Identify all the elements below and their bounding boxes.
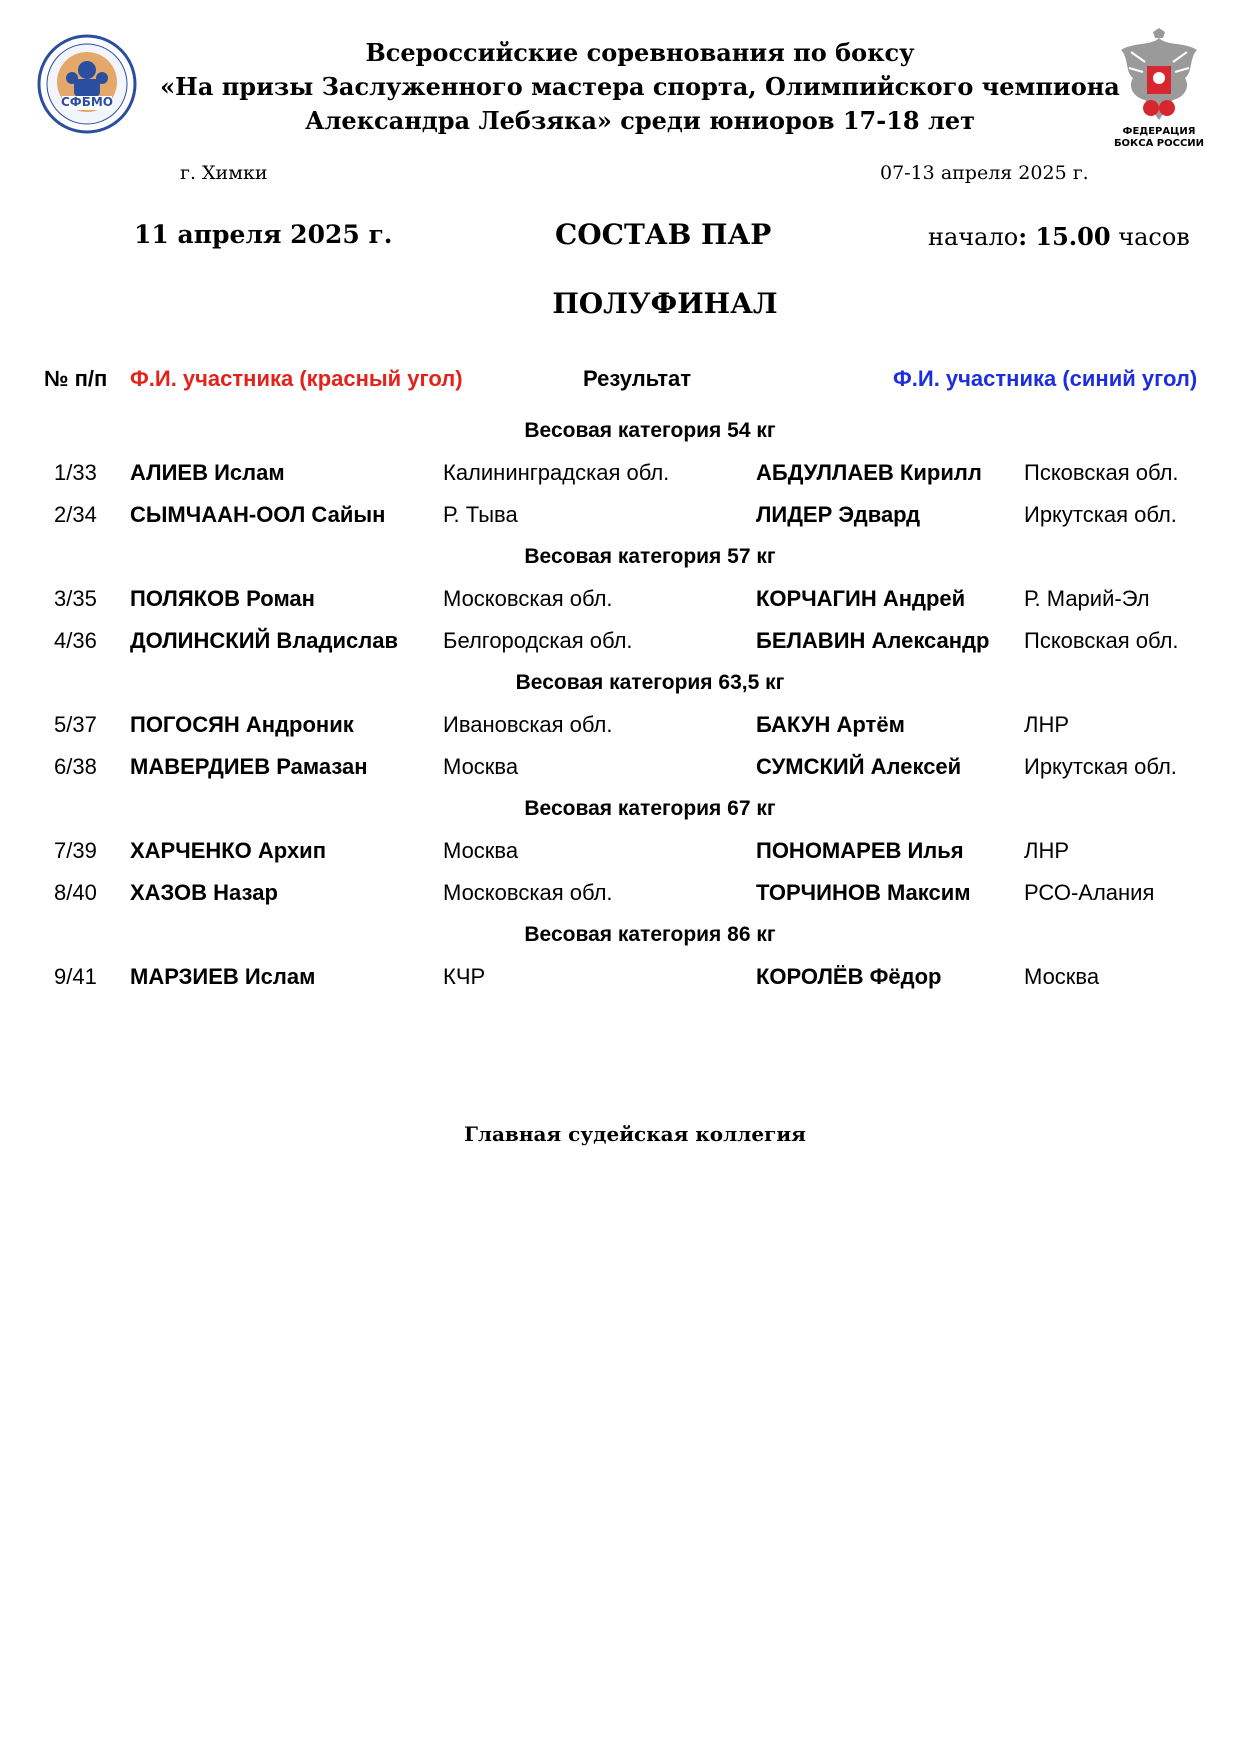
- red-region: Калининградская обл.: [443, 460, 670, 485]
- document-heading: СОСТАВ ПАР: [555, 218, 772, 251]
- column-header-red-corner: Ф.И. участника (красный угол): [130, 366, 463, 391]
- title-line-2: «На призы Заслуженного мастера спорта, Олимпийского чемпиона: [160, 72, 1120, 101]
- blue-region: Москва: [1024, 964, 1100, 989]
- weight-category: Весовая категория 86 кг: [524, 923, 776, 946]
- bout-number: 4/36: [54, 628, 97, 653]
- blue-region: Иркутская обл.: [1024, 754, 1177, 779]
- blue-region: ЛНР: [1024, 838, 1069, 863]
- blue-boxer: БАКУН Артём: [756, 712, 905, 737]
- red-boxer: СЫМЧААН-ООЛ Сайын: [130, 502, 386, 527]
- federation-text-1: ФЕДЕРАЦИЯ: [1122, 126, 1196, 137]
- blue-region: РСО-Алания: [1024, 880, 1155, 905]
- round-title: ПОЛУФИНАЛ: [552, 287, 778, 320]
- red-boxer: ПОГОСЯН Андроник: [130, 712, 354, 737]
- red-region: Москва: [443, 838, 519, 863]
- weight-category: Весовая категория 57 кг: [524, 545, 776, 568]
- bout-number: 9/41: [54, 964, 97, 989]
- session-date: 11 апреля 2025 г.: [134, 220, 393, 249]
- column-header-number: № п/п: [44, 366, 108, 391]
- bout-row: [0, 956, 1240, 998]
- bout-number: 3/35: [54, 586, 97, 611]
- bout-row: [0, 578, 1240, 620]
- blue-boxer: БЕЛАВИН Александр: [756, 628, 990, 653]
- column-header-blue-corner: Ф.И. участника (синий угол): [893, 366, 1198, 391]
- competition-dates: 07-13 апреля 2025 г.: [880, 162, 1089, 184]
- bout-row: [0, 746, 1240, 788]
- blue-boxer: ПОНОМАРЕВ Илья: [756, 838, 964, 863]
- column-header-result: Результат: [583, 366, 692, 391]
- competition-title: [150, 36, 1130, 138]
- blue-region: ЛНР: [1024, 712, 1069, 737]
- blue-boxer: АБДУЛЛАЕВ Кирилл: [756, 460, 982, 485]
- chief-judges-panel: Главная судейская коллегия: [464, 1122, 806, 1146]
- red-region: Р. Тыва: [443, 502, 518, 527]
- blue-region: Псковская обл.: [1024, 628, 1179, 653]
- city: г. Химки: [180, 162, 268, 184]
- red-boxer: ДОЛИНСКИЙ Владислав: [130, 628, 398, 653]
- blue-boxer: КОРЧАГИН Андрей: [756, 586, 966, 611]
- red-boxer: ХАРЧЕНКО Архип: [130, 838, 326, 863]
- title-line-1: Всероссийские соревнования по боксу: [365, 38, 915, 67]
- bout-number: 1/33: [54, 460, 97, 485]
- start-time: [928, 222, 1190, 251]
- bout-row: [0, 494, 1240, 536]
- bout-row: [0, 704, 1240, 746]
- red-boxer: ПОЛЯКОВ Роман: [130, 586, 315, 611]
- bout-number: 5/37: [54, 712, 97, 737]
- bout-number: 8/40: [54, 880, 97, 905]
- weight-category: Весовая категория 63,5 кг: [515, 671, 785, 694]
- federation-text-2: БОКСА РОССИИ: [1113, 138, 1205, 149]
- red-region: Ивановская обл.: [443, 712, 613, 737]
- bout-row: [0, 452, 1240, 494]
- blue-region: Иркутская обл.: [1024, 502, 1177, 527]
- bout-row: [0, 872, 1240, 914]
- blue-boxer: КОРОЛЁВ Фёдор: [756, 964, 942, 989]
- red-boxer: МАРЗИЕВ Ислам: [130, 964, 316, 989]
- red-region: Московская обл.: [443, 880, 613, 905]
- red-boxer: МАВЕРДИЕВ Рамазан: [130, 754, 368, 779]
- start-time-value: : 15.00: [1018, 222, 1111, 251]
- red-region: Московская обл.: [443, 586, 613, 611]
- bout-row: [0, 620, 1240, 662]
- weight-category: Весовая категория 54 кг: [524, 419, 776, 442]
- red-boxer: ХАЗОВ Назар: [130, 880, 278, 905]
- bout-number: 6/38: [54, 754, 97, 779]
- start-unit: часов: [1118, 223, 1190, 251]
- blue-boxer: ЛИДЕР Эдвард: [756, 502, 921, 527]
- red-region: Москва: [443, 754, 519, 779]
- sfbmo-logo-text: СФБМО: [61, 95, 113, 109]
- weight-category: Весовая категория 67 кг: [524, 797, 776, 820]
- bout-row: [0, 830, 1240, 872]
- blue-boxer: ТОРЧИНОВ Максим: [756, 880, 971, 905]
- red-region: Белгородская обл.: [443, 628, 633, 653]
- red-boxer: АЛИЕВ Ислам: [130, 460, 285, 485]
- sfbmo-logo: [34, 34, 140, 134]
- start-label: начало: [928, 223, 1019, 251]
- red-region: КЧР: [443, 964, 486, 989]
- bout-number: 7/39: [54, 838, 97, 863]
- bouts-table: [0, 410, 1240, 998]
- title-line-3: Александра Лебзяка» среди юниоров 17-18 лет: [304, 106, 976, 135]
- blue-region: Р. Марий-Эл: [1024, 586, 1150, 611]
- blue-region: Псковская обл.: [1024, 460, 1179, 485]
- bout-number: 2/34: [54, 502, 97, 527]
- blue-boxer: СУМСКИЙ Алексей: [756, 754, 962, 779]
